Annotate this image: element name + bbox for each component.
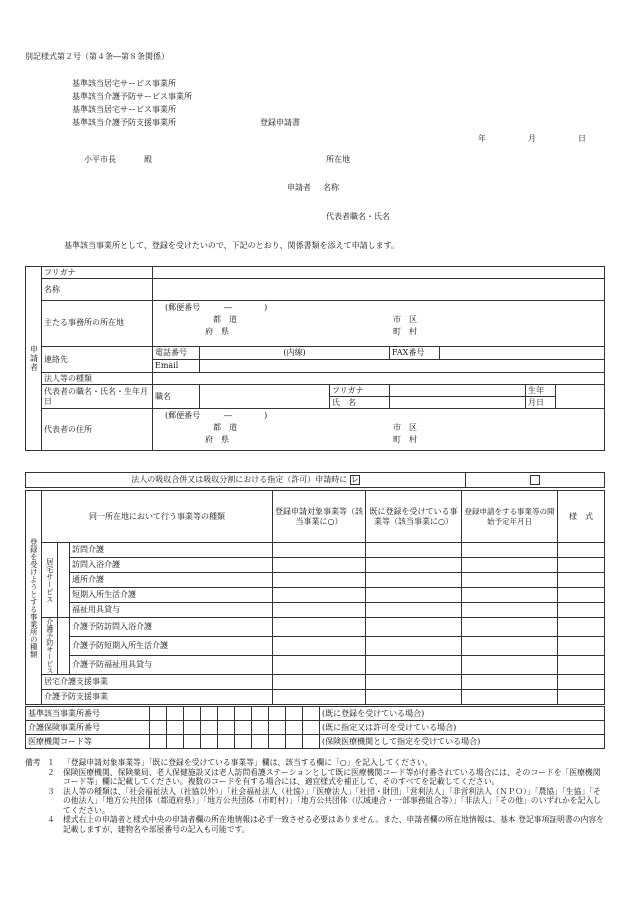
fax-label: FAX番号 — [390, 347, 440, 360]
rep-title-field[interactable] — [200, 385, 330, 409]
target-cell[interactable] — [273, 618, 366, 637]
rep-furigana-label: フリガナ — [330, 385, 390, 397]
digit-cell[interactable] — [286, 721, 303, 735]
office-address-field[interactable] — [153, 301, 605, 347]
digit-cell[interactable] — [252, 735, 269, 749]
rep-todo-label: 都 道 — [213, 423, 237, 432]
digit-cell[interactable] — [184, 721, 201, 735]
start-cell[interactable] — [462, 675, 558, 690]
number-note: (既に指定又は許可を受けている場合) — [320, 721, 605, 735]
header-address-label: 所在地 — [326, 155, 350, 164]
service-item: 介護予防福祉用具貸与 — [70, 656, 273, 675]
fuken-label: 府 県 — [205, 327, 229, 336]
existing-cell[interactable] — [366, 637, 462, 656]
header-rep-label: 代表者職名・氏名 — [326, 212, 390, 221]
contact-label: 連絡先 — [42, 347, 153, 373]
digit-cell[interactable] — [235, 721, 252, 735]
existing-cell[interactable] — [366, 603, 462, 618]
digit-cell[interactable] — [150, 735, 167, 749]
shiku-label: 市 区 — [393, 315, 417, 324]
office-address-label: 主たる事務所の所在地 — [42, 301, 153, 347]
service-item: 訪問介護 — [70, 543, 273, 558]
start-cell[interactable] — [462, 543, 558, 558]
digit-cell[interactable] — [184, 735, 201, 749]
existing-cell[interactable] — [366, 618, 462, 637]
service-item: 通所介護 — [70, 573, 273, 588]
service-item: 介護予防訪問入浴介護 — [70, 618, 273, 637]
applicant-side-label: 申請者 — [26, 267, 42, 451]
digit-cell[interactable] — [235, 707, 252, 721]
target-cell[interactable] — [273, 690, 366, 705]
addressee: 小平市長 — [84, 155, 116, 164]
date-day: 日 — [578, 134, 586, 143]
form-cell[interactable] — [558, 543, 605, 558]
note-number: １ — [47, 758, 55, 767]
form-cell[interactable] — [558, 690, 605, 705]
group-kyotaku: 居宅サービス — [42, 543, 58, 618]
start-cell[interactable] — [462, 637, 558, 656]
number-note: (既に登録を受けている場合) — [320, 707, 605, 721]
corp-type-label: 法人等の種類 — [42, 373, 153, 385]
existing-cell[interactable] — [366, 588, 462, 603]
birth-label-2: 月日 — [526, 397, 556, 409]
service-item: 居宅介護支援事業 — [42, 675, 273, 690]
note-text: 様式右上の申請者と様式中央の申請者欄の所在地情報は必ず一致させる必要はありません。また、申請者欄の所在地情報は、基本 登記事項証明書の内容を記載しますが、建物名や部屋番号の記入も可能です。 — [63, 815, 604, 834]
birth-label-1: 生年 — [526, 385, 556, 397]
digit-cell[interactable] — [218, 735, 235, 749]
start-cell[interactable] — [462, 690, 558, 705]
existing-cell[interactable] — [366, 675, 462, 690]
rep-name-label: 氏 名 — [330, 397, 390, 409]
digit-cell[interactable] — [269, 735, 286, 749]
form-cell[interactable] — [558, 603, 605, 618]
digit-cell[interactable] — [201, 707, 218, 721]
start-cell[interactable] — [462, 618, 558, 637]
number-note: (保険医療機関として指定を受けている場合) — [320, 735, 605, 749]
merger-table — [25, 472, 605, 488]
start-cell[interactable] — [462, 558, 558, 573]
birth-field[interactable] — [556, 385, 605, 409]
digit-cell[interactable] — [252, 721, 269, 735]
rep-address-label: 代表者の住所 — [42, 409, 153, 451]
note-2 — [25, 768, 605, 787]
form-number: 別記様式第２号（第４条―第８条関係） — [25, 52, 169, 61]
form-cell[interactable] — [558, 558, 605, 573]
existing-cell[interactable] — [366, 656, 462, 675]
rep-chouson-label: 町 村 — [393, 435, 417, 444]
service-item: 福祉用具貸与 — [70, 603, 273, 618]
target-cell[interactable] — [273, 675, 366, 690]
rep-name-field[interactable] — [390, 397, 526, 409]
applicant-table — [25, 266, 605, 451]
date-month: 月 — [528, 134, 536, 143]
note-number: ２ — [47, 767, 55, 777]
merger-row — [26, 473, 466, 488]
header-start-date: 登録申請をする事業等の開始予定年月日 — [462, 491, 558, 543]
digit-cell[interactable] — [269, 721, 286, 735]
fax-field[interactable] — [440, 347, 605, 360]
number-label: 基準該当事業所番号 — [26, 707, 150, 721]
digit-cell[interactable] — [286, 707, 303, 721]
start-cell[interactable] — [462, 588, 558, 603]
header-form: 様 式 — [558, 491, 605, 543]
furigana-field[interactable] — [153, 267, 605, 279]
name-label: 名称 — [42, 279, 153, 301]
rep-postal-label: (郵便番号 ― ) — [165, 411, 268, 420]
number-label: 医療機関コード等 — [26, 735, 150, 749]
digit-cell[interactable] — [303, 735, 320, 749]
digit-cell[interactable] — [167, 735, 184, 749]
note-text: 「登録申請対象事業等」「既に登録を受けている事業等」欄は、該当する欄に「○」を記入してください。 — [63, 758, 433, 767]
service-item: 訪問入浴介護 — [70, 558, 273, 573]
applicant-label: 申請者 — [287, 183, 311, 192]
rep-address-field[interactable] — [153, 409, 605, 451]
merger-cell-2 — [466, 473, 605, 488]
postal-label: (郵便番号 ― ) — [165, 303, 268, 312]
note-number: ３ — [47, 786, 55, 796]
target-cell[interactable] — [273, 637, 366, 656]
digit-cell[interactable] — [167, 707, 184, 721]
target-cell[interactable] — [273, 543, 366, 558]
start-cell[interactable] — [462, 603, 558, 618]
form-cell[interactable] — [558, 618, 605, 637]
target-cell[interactable] — [273, 603, 366, 618]
statement: 基準該当事業所として、登録を受けたいので、下記のとおり、関係書類を添えて申請します。 — [64, 241, 400, 250]
digit-cell[interactable] — [303, 707, 320, 721]
notes-head: 備考 — [25, 758, 41, 767]
target-cell[interactable] — [273, 573, 366, 588]
todo-label: 都 道 — [213, 315, 237, 324]
group-yobou: 介護予防サービス — [42, 618, 58, 675]
target-cell[interactable] — [273, 656, 366, 675]
type-1: 基準該当居宅サービス事業所 — [72, 79, 176, 88]
rep-shiku-label: 市 区 — [393, 423, 417, 432]
form-cell[interactable] — [558, 656, 605, 675]
note-1 — [25, 758, 605, 768]
digit-cell[interactable] — [150, 707, 167, 721]
service-item: 介護予防短期入所生活介護 — [70, 637, 273, 656]
form-cell[interactable] — [558, 637, 605, 656]
merger-checkbox-1[interactable]: レ — [350, 475, 359, 484]
document-title: 登録申請書 — [260, 118, 300, 127]
furigana-label: フリガナ — [42, 267, 153, 279]
digit-cell[interactable] — [235, 735, 252, 749]
note-text: 法人等の種類は、「社会福祉法人（社協以外）」「社会福祉法人（社協）」「医療法人」「社団・財団」「営利法人」「非営利法人（ＮＰＯ）」「農協」「生協」「その他法人」「地方公共団体（都道府県）」「地方公共団体（市町村）」「地方公共団体（広域連合・一部事務組合等）」「非法人」「その他」のいずれかを記入してください。 — [63, 786, 601, 815]
email-label: Email — [153, 360, 200, 373]
digit-cell[interactable] — [167, 721, 184, 735]
digit-cell[interactable] — [252, 707, 269, 721]
note-text: 保険医療機関、保険薬局、老人保健施設又は老人訪問看護ステーションとして既に医療機関コード等が付番されている場合には、そのコードを「医療機関コード等」欄に記載してください。複数のコードを有する場合には、適宜様式を補正して、そのすべてを記載してください。 — [63, 767, 601, 786]
note-3 — [25, 787, 605, 816]
type-2: 基準該当介護予防サービス事業所 — [72, 92, 192, 101]
honorific: 殿 — [144, 155, 152, 164]
phone-label: 電話番号 — [153, 347, 200, 360]
rep-info-label: 代表者の職名・氏名・生年月日 — [42, 385, 153, 409]
note-number: ４ — [47, 815, 55, 824]
form-cell[interactable] — [558, 573, 605, 588]
digit-cell[interactable] — [150, 721, 167, 735]
digit-cell[interactable] — [303, 721, 320, 735]
number-table — [25, 706, 605, 749]
digit-cell[interactable] — [218, 721, 235, 735]
type-3: 基準該当居宅サービス事業所 — [72, 105, 176, 114]
header-target: 登録申請対象事業等（該当事業に○） — [273, 491, 366, 543]
services-table — [25, 490, 605, 705]
start-cell[interactable] — [462, 573, 558, 588]
rep-fuken-label: 府 県 — [205, 435, 229, 444]
digit-cell[interactable] — [201, 721, 218, 735]
services-side-label: 登録を受けようとする事業所の種類 — [26, 491, 42, 705]
merger-checkbox-2[interactable] — [530, 475, 540, 485]
digit-cell[interactable] — [201, 735, 218, 749]
existing-cell[interactable] — [366, 558, 462, 573]
number-label: 介護保険事業所番号 — [26, 721, 150, 735]
rep-title-label: 職名 — [153, 385, 200, 409]
rep-furigana-field[interactable] — [390, 385, 526, 397]
header-name-label: 名称 — [323, 183, 339, 192]
email-field[interactable] — [200, 360, 605, 373]
header-service-type: 同一所在地において行う事業等の種類 — [42, 491, 273, 543]
merger-label: 法人の吸収合併又は吸収分割における指定（許可）申請時に — [131, 475, 348, 484]
target-cell[interactable] — [273, 558, 366, 573]
corp-type-field[interactable] — [153, 373, 605, 385]
existing-cell[interactable] — [366, 573, 462, 588]
service-item: 介護予防支援事業 — [42, 690, 273, 705]
extension-label: (内線) — [200, 347, 390, 360]
digit-cell[interactable] — [184, 707, 201, 721]
digit-cell[interactable] — [286, 735, 303, 749]
form-cell[interactable] — [558, 675, 605, 690]
notes — [25, 758, 605, 834]
digit-cell[interactable] — [269, 707, 286, 721]
form-cell[interactable] — [558, 588, 605, 603]
note-4 — [25, 815, 605, 834]
existing-cell[interactable] — [366, 690, 462, 705]
header-existing: 既に登録を受けている事業等（該当事業に○） — [366, 491, 462, 543]
chouson-label: 町 村 — [393, 327, 417, 336]
service-item: 短期入所生活介護 — [70, 588, 273, 603]
digit-cell[interactable] — [218, 707, 235, 721]
type-4: 基準該当介護予防支援事業所 — [72, 118, 176, 127]
date-year: 年 — [478, 134, 486, 143]
start-cell[interactable] — [462, 656, 558, 675]
target-cell[interactable] — [273, 588, 366, 603]
existing-cell[interactable] — [366, 543, 462, 558]
name-field[interactable] — [153, 279, 605, 301]
